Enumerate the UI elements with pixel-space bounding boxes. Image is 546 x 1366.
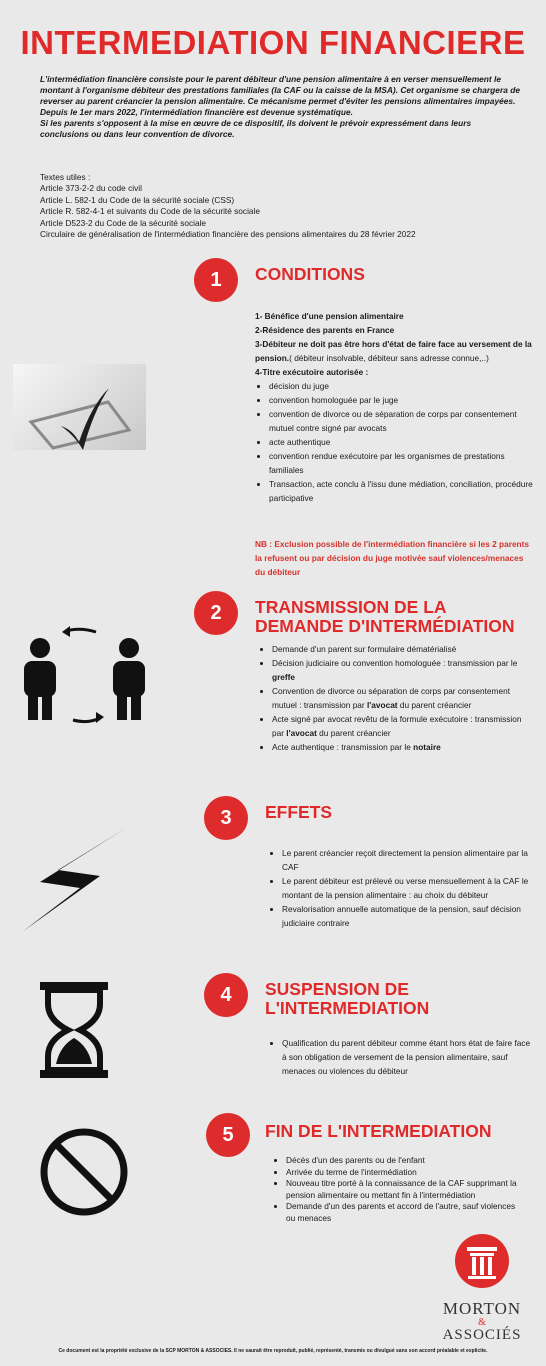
section-title-effets: EFFETS (265, 802, 333, 822)
list-item: • convention de divorce ou de séparation de corps par consentement mutuel contre signé par avocats (269, 407, 535, 435)
transmission-list (258, 642, 533, 754)
ref-item: Article L. 582-1 du Code de la sécurité sociale (CSS) (40, 194, 235, 205)
item-text: Acte authentique : transmission par le (272, 742, 414, 752)
list-item: • Transaction, acte conclu à l'issu dune médiation, conciliation, procédure participative (269, 477, 535, 505)
list-item: • acte authentique (269, 435, 535, 449)
list-item: • Le parent débiteur est prélevé ou verse mensuellement à la CAF le montant de la pension alimentaire : au choix du débiteur (282, 874, 533, 902)
intro-paragraph: Si les parents s'opposent à la mise en œuvre de ce dispositif, ils doivent le prévoir expressément dans leurs conclusions ou dans leur convention de divorce. (40, 117, 472, 139)
intro-text (40, 74, 520, 139)
list-item: • Demande d'un des parents et accord de l'autre, sauf violences ou menaces (286, 1201, 522, 1224)
title-line: TRANSMISSION DE LA (255, 597, 447, 617)
intro-paragraph: Depuis le 1er mars 2022, l'intermédiation financière est devenue systématique. (40, 106, 353, 117)
section-title-fin: FIN DE L'INTERMEDIATION (265, 1121, 492, 1141)
logo-ampersand: & (478, 1317, 486, 1328)
hourglass-icon (38, 980, 110, 1080)
list-item: • Demande d'un parent sur formulaire dématérialisé (272, 642, 533, 656)
list-item: • Décès d'un des parents ou de l'enfant (286, 1155, 522, 1167)
transmission-body (258, 642, 533, 754)
condition-item: 1- Bénéfice d'une pension alimentaire (255, 311, 404, 321)
list-item (272, 712, 533, 740)
section-title-suspension (265, 980, 429, 1018)
section-title-transmission (255, 598, 515, 636)
list-item: • Qualification du parent débiteur comme étant hors état de faire face à son obligation de versement de la pension alimentaire, sauf menaces ou violences du débiteur (282, 1036, 533, 1078)
logo-line1: MORTON (442, 1299, 522, 1318)
condition-item (255, 337, 535, 365)
section-number-badge: 3 (204, 796, 248, 840)
conditions-body (255, 309, 535, 505)
refs-heading: Textes utiles : (40, 172, 91, 182)
section-number-badge: 5 (206, 1113, 250, 1157)
list-item: • Le parent créancier reçoit directement la pension alimentaire par la CAF (282, 846, 533, 874)
item-text: Convention de divorce ou séparation de corps par consentement mutuel : transmission par (272, 686, 510, 710)
ref-item: Circulaire de généralisation de l'intermédiation financière des pensions alimentaires du 28 février 2022 (40, 229, 416, 240)
condition-text: 3-Débiteur ne doit pas être hors d'état de faire face au versement de la pension. (255, 339, 532, 363)
title-line: L'INTERMEDIATION (265, 998, 430, 1018)
section-number-badge: 1 (194, 258, 238, 302)
logo-text (432, 1300, 532, 1343)
logo-line2: ASSOCIÉS (442, 1327, 522, 1343)
item-emphasis: notaire (413, 742, 441, 752)
prohibited-icon (38, 1126, 130, 1218)
list-item (272, 740, 533, 754)
section-number-badge: 4 (204, 973, 248, 1017)
footer-disclaimer: Ce document est la propriété exclusive de la SCP MORTON & ASSOCIES. Il ne saurait être reproduit, publié, représenté, transmis ou divulgué sans son accord préalable et explicite. (58, 1348, 488, 1354)
list-item: • Nouveau titre porté à la connaissance de la CAF supprimant la pension alimentaire ou mettant fin à l'intermédiation (286, 1178, 522, 1201)
section-number-badge: 2 (194, 591, 238, 635)
item-text: du parent créancier (316, 728, 391, 738)
suspension-body (268, 1036, 533, 1078)
list-item: • convention homologuée par le juge (269, 393, 535, 407)
logo-column-icon (455, 1234, 509, 1288)
title-line: DEMANDE D'INTERMÉDIATION (255, 616, 515, 636)
checkbox-icon (13, 364, 146, 450)
nb-note: NB : Exclusion possible de l'intermédiation financière si les 2 parents la refusent ou par décision du juge motivée sauf violences/menaces du débiteur (255, 539, 530, 577)
ref-item: Article R. 582-4-1 et suivants du Code de la sécurité sociale (40, 206, 260, 217)
list-item: • convention rendue exécutoire par les organismes de prestations familiales (269, 449, 535, 477)
intro-paragraph: L'intermédiation financière consiste pour le parent débiteur d'une pension alimentaire à en verser mensuellement le montant à l'organisme débiteur des prestations familiales (la CAF ou la caisse de la MSA). Cet organisme se chargera de reverser au parent créancier la pension alimentaire. Ce mécanisme permet d'éviter les pensions alimentaires impayées. (40, 74, 520, 106)
list-item: • décision du juge (269, 379, 535, 393)
title-list (255, 379, 535, 505)
list-item (272, 684, 533, 712)
item-text: Décision judiciaire ou convention homologuée : transmission par le (272, 658, 518, 668)
fin-list (272, 1155, 522, 1224)
item-emphasis: l'avocat (367, 700, 398, 710)
condition-item: 2-Résidence des parents en France (255, 325, 395, 335)
lightning-icon (18, 826, 128, 934)
ref-item: Article D523-2 du Code de la sécurité sociale (40, 217, 207, 228)
item-emphasis: greffe (272, 672, 296, 682)
title-line: SUSPENSION DE (265, 979, 409, 999)
legal-references (40, 172, 520, 240)
page-title: INTERMEDIATION FINANCIERE (20, 24, 526, 61)
suspension-list (268, 1036, 533, 1078)
people-exchange-icon (18, 624, 153, 734)
section-title-conditions: CONDITIONS (255, 264, 365, 284)
list-item (272, 656, 533, 684)
item-text: du parent créancier (397, 700, 472, 710)
condition-item: 4-Titre exécutoire autorisée : (255, 367, 369, 377)
item-emphasis: l'avocat (286, 728, 317, 738)
condition-text: ( débiteur insolvable, débiteur sans adresse connue,..) (289, 353, 489, 363)
effets-list (268, 846, 533, 930)
item-text: Acte signé par avocat revêtu de la formule exécutoire : transmission par (272, 714, 522, 738)
list-item: • Revalorisation annuelle automatique de la pension, sauf décision judiciaire contraire (282, 902, 533, 930)
fin-body (272, 1155, 522, 1224)
list-item: • Arrivée du terme de l'intermédiation (286, 1167, 522, 1179)
effets-body (268, 846, 533, 930)
ref-item: Article 373-2-2 du code civil (40, 183, 142, 194)
